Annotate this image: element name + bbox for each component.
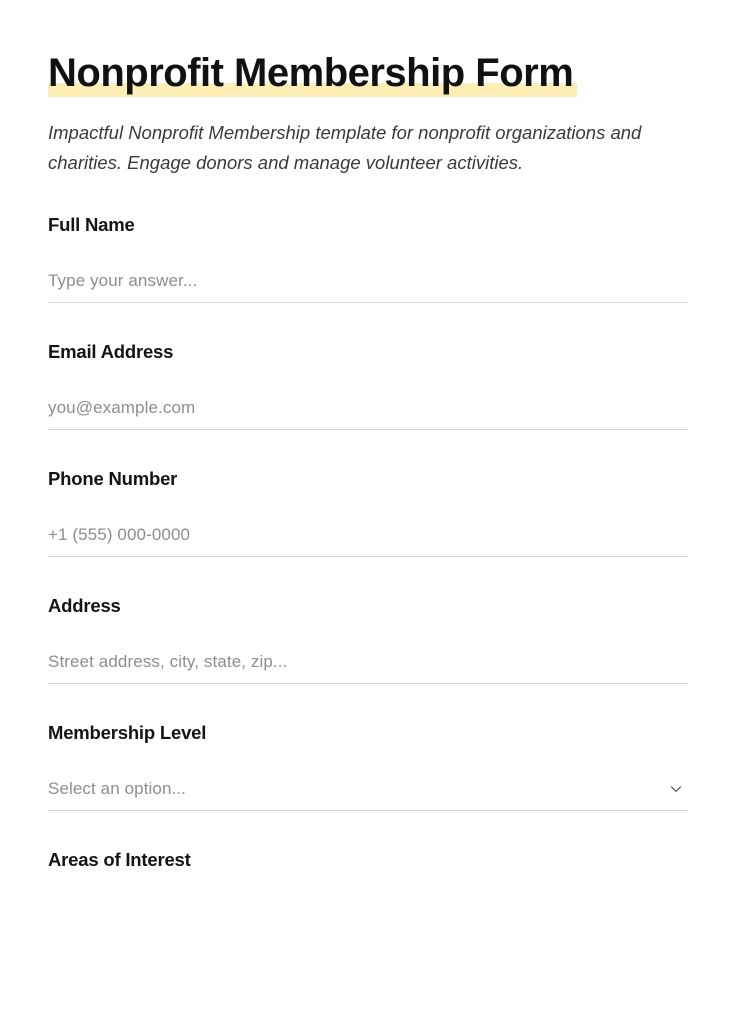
field-label-address: Address bbox=[48, 595, 121, 616]
address-input[interactable] bbox=[48, 651, 688, 684]
field-full-name bbox=[48, 214, 688, 303]
membership-level-placeholder: Select an option... bbox=[48, 779, 186, 798]
field-label-membership-level: Membership Level bbox=[48, 722, 207, 743]
field-address bbox=[48, 595, 688, 684]
field-phone-number bbox=[48, 468, 688, 557]
phone-input[interactable] bbox=[48, 524, 688, 557]
full-name-placeholder: Type your answer... bbox=[48, 271, 198, 290]
field-email-address bbox=[48, 341, 688, 430]
field-membership-level bbox=[48, 722, 688, 811]
page-title: Nonprofit Membership Form bbox=[48, 51, 574, 95]
page-title-wrapper bbox=[48, 48, 575, 98]
phone-placeholder: +1 (555) 000-0000 bbox=[48, 525, 191, 544]
field-label-email-address: Email Address bbox=[48, 341, 174, 362]
form-fields bbox=[48, 214, 688, 871]
field-label-areas-of-interest: Areas of Interest bbox=[48, 849, 191, 870]
full-name-input[interactable] bbox=[48, 270, 688, 303]
membership-level-select-row bbox=[48, 778, 688, 800]
address-placeholder: Street address, city, state, zip... bbox=[48, 652, 288, 671]
email-input[interactable] bbox=[48, 397, 688, 430]
field-label-phone-number: Phone Number bbox=[48, 468, 178, 489]
field-label-full-name: Full Name bbox=[48, 214, 135, 235]
email-placeholder: you@example.com bbox=[48, 398, 196, 417]
field-areas-of-interest bbox=[48, 849, 688, 871]
chevron-down-icon bbox=[668, 781, 684, 797]
membership-level-select[interactable] bbox=[48, 778, 688, 811]
page-subtitle: Impactful Nonprofit Membership template for nonprofit organizations and charities. Engage donors and manage volunteer activities. bbox=[48, 122, 642, 173]
